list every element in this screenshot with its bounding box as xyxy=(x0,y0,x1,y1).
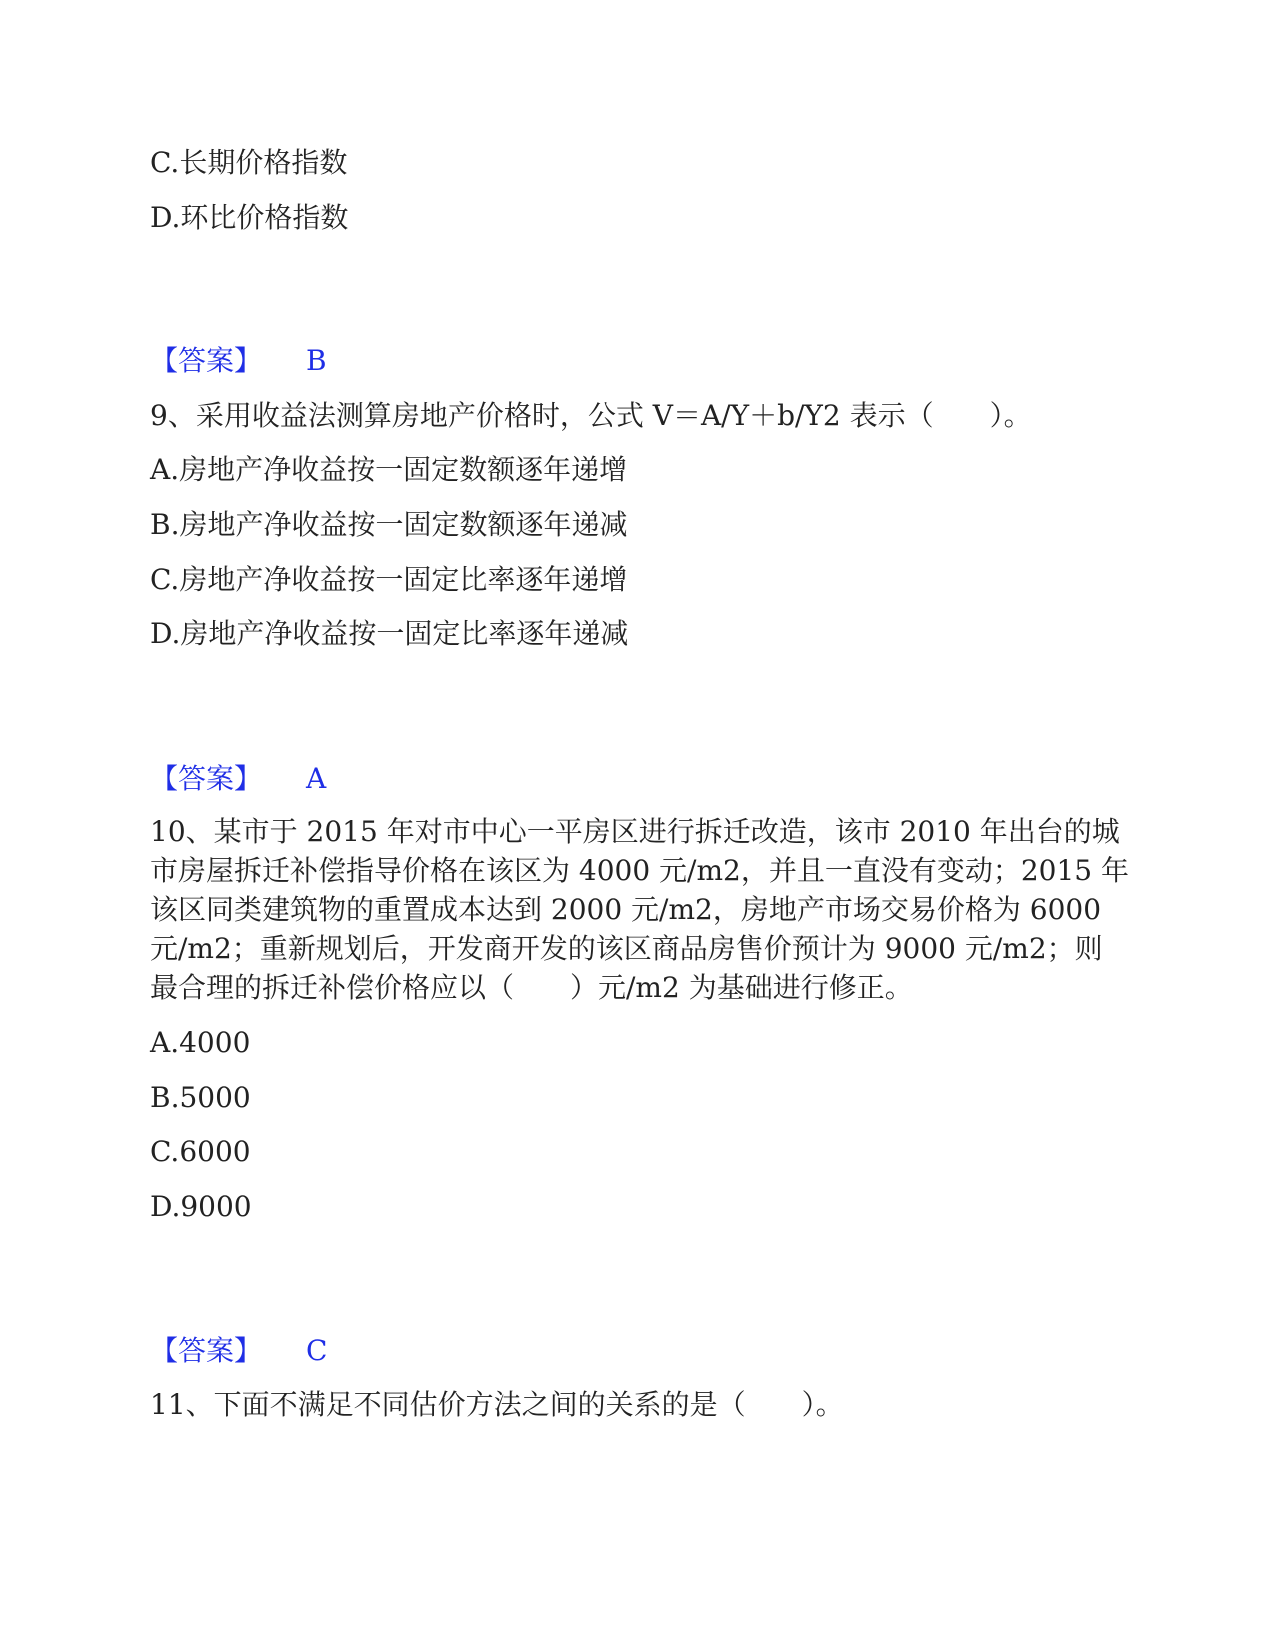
option-d: D.房地产净收益按一固定比率逐年递减 xyxy=(150,617,629,650)
option-b: B.房地产净收益按一固定数额逐年递减 xyxy=(150,508,628,541)
question-stem-line: 10、某市于 2015 年对市中心一平房区进行拆迁改造，该市 2010 年出台的城 xyxy=(150,815,1120,848)
question-stem: 9、采用收益法测算房地产价格时，公式 V＝A/Y＋b/Y2 表示（ ）。 xyxy=(150,399,1032,432)
answer-value: A xyxy=(306,762,327,795)
option-a: A.房地产净收益按一固定数额逐年递增 xyxy=(150,453,628,486)
option-d: D.环比价格指数 xyxy=(150,201,349,234)
answer-row xyxy=(150,758,327,799)
option-c: C.6000 xyxy=(150,1135,251,1168)
answer-row xyxy=(150,1330,328,1371)
answer-label: 【答案】 xyxy=(150,344,263,377)
option-d: D.9000 xyxy=(150,1190,252,1223)
question-stem-line: 该区同类建筑物的重置成本达到 2000 元/m2，房地产市场交易价格为 6000 xyxy=(150,893,1102,926)
answer-label: 【答案】 xyxy=(150,762,263,795)
option-a: A.4000 xyxy=(150,1026,251,1059)
question-stem-line: 最合理的拆迁补偿价格应以（ ）元/m2 为基础进行修正。 xyxy=(150,971,913,1004)
option-c: C.房地产净收益按一固定比率逐年递增 xyxy=(150,563,628,596)
option-b: B.5000 xyxy=(150,1081,251,1114)
answer-value: B xyxy=(306,344,327,377)
answer-row xyxy=(150,340,327,381)
question-stem: 11、下面不满足不同估价方法之间的关系的是（ ）。 xyxy=(150,1388,844,1421)
answer-label: 【答案】 xyxy=(150,1334,263,1367)
question-stem-line: 元/m2；重新规划后，开发商开发的该区商品房售价预计为 9000 元/m2；则 xyxy=(150,932,1103,965)
option-c: C.长期价格指数 xyxy=(150,146,348,179)
question-stem-line: 市房屋拆迁补偿指导价格在该区为 4000 元/m2，并且一直没有变动；2015 年 xyxy=(150,854,1130,887)
answer-value: C xyxy=(306,1334,328,1367)
